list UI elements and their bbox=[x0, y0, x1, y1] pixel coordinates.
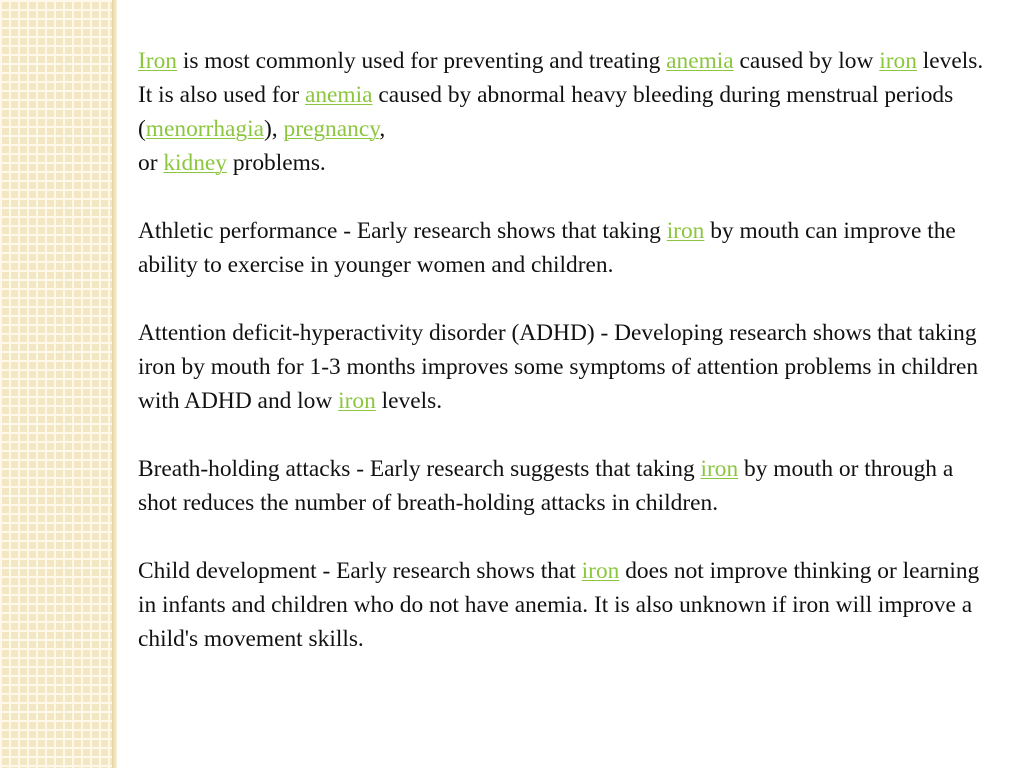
link-anemia[interactable]: anemia bbox=[304, 82, 373, 108]
text: does not improve thinking or learning in infants and children who do not have anemia. It is also unknown if iron will improve a child's movement skills. bbox=[138, 558, 980, 652]
text: Breath-holding attacks - Early research suggests that taking bbox=[138, 456, 701, 482]
link-iron[interactable]: Iron bbox=[138, 48, 177, 74]
decorative-side-pattern bbox=[0, 0, 112, 768]
paragraph-adhd bbox=[138, 316, 988, 418]
text: problems. bbox=[227, 150, 326, 176]
paragraph-child-development bbox=[138, 554, 988, 656]
text: ), bbox=[264, 116, 284, 142]
text: by mouth can improve the ability to exercise in younger women and children. bbox=[138, 218, 956, 278]
paragraph-breath-holding bbox=[138, 452, 988, 520]
paragraph-athletic-performance bbox=[138, 214, 988, 282]
link-iron[interactable]: iron bbox=[581, 558, 620, 584]
text: caused by abnormal heavy bleeding during menstrual periods ( bbox=[138, 82, 954, 142]
text: or bbox=[138, 150, 164, 176]
link-iron[interactable]: iron bbox=[338, 388, 376, 414]
text: Attention deficit-hyperactivity disorder (ADHD) - Developing research shows that taking iron by mouth for 1-3 months improves some symptoms of attention problems in children with ADHD and low bbox=[138, 320, 979, 414]
text: Athletic performance - Early research shows that taking bbox=[138, 218, 667, 244]
decorative-side-edge bbox=[112, 0, 117, 768]
link-iron[interactable]: iron bbox=[666, 218, 705, 244]
text: , bbox=[379, 116, 386, 142]
paragraph-iron-uses bbox=[138, 44, 988, 180]
link-iron[interactable]: iron bbox=[700, 456, 739, 482]
text: is most commonly used for preventing and treating bbox=[176, 48, 667, 74]
link-menorrhagia[interactable]: menorrhagia bbox=[145, 116, 264, 142]
text: caused by low bbox=[733, 48, 880, 74]
link-pregnancy[interactable]: pregnancy bbox=[283, 116, 380, 142]
link-kidney[interactable]: kidney bbox=[163, 150, 228, 176]
text: levels. It is also used for bbox=[138, 48, 984, 108]
text: levels. bbox=[375, 388, 443, 414]
text: by mouth or through a shot reduces the number of breath-holding attacks in children. bbox=[138, 456, 954, 516]
text: Child development - Early research shows that bbox=[138, 558, 582, 584]
link-anemia[interactable]: anemia bbox=[666, 48, 734, 74]
body-text bbox=[138, 44, 988, 690]
link-iron[interactable]: iron bbox=[879, 48, 917, 74]
